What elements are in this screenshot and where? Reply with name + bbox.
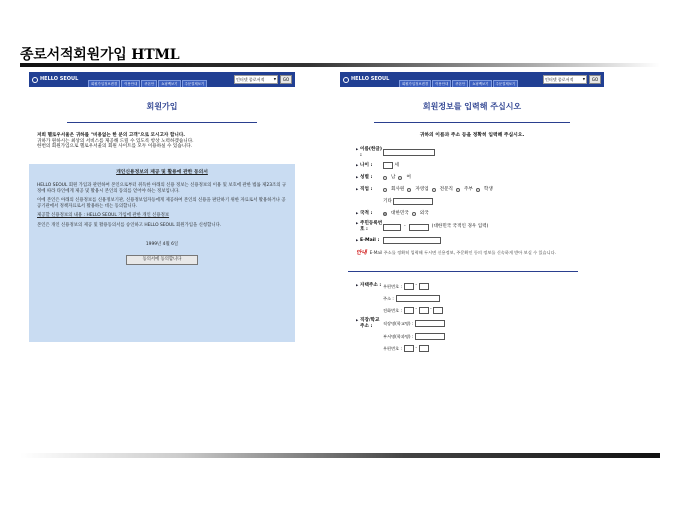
home-zip-second-input[interactable] bbox=[419, 283, 429, 290]
age-label: ▶ 나이 : bbox=[356, 163, 383, 169]
gender-male-radio[interactable] bbox=[383, 176, 387, 180]
job-other-input[interactable] bbox=[393, 198, 433, 205]
title-underline bbox=[20, 63, 660, 67]
home-address-input[interactable] bbox=[396, 295, 440, 302]
home-address-label: ▶ 자택주소 : bbox=[356, 283, 383, 289]
logo-icon bbox=[343, 77, 349, 83]
agree-button[interactable]: 동의서에 동의합니다 bbox=[126, 255, 198, 265]
nation-foreign-radio[interactable] bbox=[412, 212, 416, 216]
nav-tab-order[interactable]: 주문결제보기 bbox=[493, 80, 519, 87]
name-label: ▶ 이름(한글) : bbox=[356, 147, 383, 158]
page-heading: 회원가입 bbox=[67, 102, 257, 123]
terms-paragraph: 본인은 개인 신용정보의 제공 및 활용동의서를 승인하고 HELLO SEOUL 회원가입을 신청합니다. bbox=[37, 222, 222, 228]
nav-tab-coupon[interactable]: 쿠폰안 bbox=[452, 80, 468, 87]
id-second-input[interactable] bbox=[409, 224, 429, 231]
nation-korea-radio[interactable] bbox=[383, 212, 387, 216]
nav-tab-cart[interactable]: 쇼핑백보기 bbox=[469, 80, 491, 87]
nav-tab-coupon[interactable]: 쿠폰안 bbox=[141, 80, 157, 87]
nation-label: ▶ 국적 : bbox=[356, 211, 383, 217]
work-name-row: ▶ 직장/학교주소 : 직장명(학교명) : bbox=[356, 318, 596, 329]
member-form bbox=[340, 139, 604, 353]
gender-row: ▶ 성별 : 남 여 bbox=[356, 173, 596, 182]
email-input[interactable] bbox=[383, 237, 441, 244]
name-row bbox=[356, 147, 596, 158]
nav-tab-cart[interactable]: 쇼핑백보기 bbox=[158, 80, 180, 87]
job-row: ▶ 직업 : 회사원 자영업 전문직 주부 학생 bbox=[356, 185, 596, 194]
notice-icon: 안내 bbox=[356, 249, 367, 256]
work-address-label: ▶ 직장/학교주소 : bbox=[356, 318, 383, 329]
go-button[interactable]: GO bbox=[589, 75, 601, 84]
age-row: ▶ 나이 : 세 bbox=[356, 161, 596, 170]
site-logo[interactable]: HELLO SEOUL bbox=[343, 76, 399, 82]
work-zip-row: 우편번호 : - bbox=[356, 344, 596, 353]
nav-tab-order[interactable]: 주문결제보기 bbox=[182, 80, 208, 87]
work-name-input[interactable] bbox=[415, 320, 445, 327]
job-student-radio[interactable] bbox=[476, 188, 480, 192]
gender-label: ▶ 성별 : bbox=[356, 175, 383, 181]
go-button[interactable]: GO bbox=[280, 75, 292, 84]
site-navbar bbox=[29, 72, 295, 87]
site-select[interactable]: 인터넷 종로서적 ▼ bbox=[543, 75, 587, 84]
nav-tab-member-edit[interactable]: 회원가입정보변경 bbox=[399, 80, 431, 87]
nav-tab-guide[interactable]: 이용안내 bbox=[121, 80, 140, 87]
work-dept-row: 부서명(학과명) : bbox=[356, 332, 596, 341]
nav-tab-guide[interactable]: 이용안내 bbox=[432, 80, 451, 87]
page-heading: 회원정보를 입력해 주십시오 bbox=[374, 102, 570, 123]
home-phone-row: 전화번호 : - - bbox=[356, 306, 596, 315]
job-pro-radio[interactable] bbox=[432, 188, 436, 192]
id-row: ▶ 주민등록번호 : - (대한민국 국적인 경우 입력) bbox=[356, 221, 596, 232]
job-office-radio[interactable] bbox=[383, 188, 387, 192]
nav-tabs bbox=[88, 72, 207, 87]
terms-paragraph: HELLO SEOUL 회원 가입과 관련하여 본인으로부터 취득한 아래의 신용 정보는 신용정보의 이용 및 보호에 관한 법률 제23조의 규정에 따라 타인에게 제공 및 활용시 본인의 동의를 얻어야 하는 정보입니다. bbox=[37, 183, 287, 194]
nation-row: ▶ 국적 : 대한민국 외국 bbox=[356, 209, 596, 218]
terms-paragraph: 제공할 신용정보의 내용 : HELLO SEOUL 가입에 관한 개인 신용정보 bbox=[37, 213, 170, 219]
gender-female-radio[interactable] bbox=[398, 176, 402, 180]
home-phone-second-input[interactable] bbox=[419, 307, 429, 314]
section-divider bbox=[348, 271, 578, 272]
email-notice: 안내 E-Mail 주소를 정확히 입력해 두시면 신용정보, 주문확인 등의 정보를 신속하게 받아 보실 수 있습니다. bbox=[356, 249, 556, 256]
work-zip-second-input[interactable] bbox=[419, 345, 429, 352]
job-label: ▶ 직업 : bbox=[356, 187, 383, 193]
terms-title: 개인신용정보의 제공 및 활용에 관한 동의서 bbox=[116, 170, 208, 176]
nav-tab-member-edit[interactable]: 회원가입정보변경 bbox=[88, 80, 120, 87]
id-first-input[interactable] bbox=[383, 224, 401, 231]
slide-title: 종로서적회원가입 HTML bbox=[20, 47, 180, 63]
email-label: ▶ E-Mail : bbox=[356, 238, 383, 244]
name-input[interactable] bbox=[383, 149, 435, 156]
id-label: ▶ 주민등록번호 : bbox=[356, 221, 383, 232]
home-zip-row: ▶ 자택주소 : 우편번호 : - bbox=[356, 282, 596, 291]
nav-tabs bbox=[399, 72, 518, 87]
terms-panel bbox=[29, 164, 295, 342]
home-phone-third-input[interactable] bbox=[433, 307, 443, 314]
home-phone-first-input[interactable] bbox=[404, 307, 414, 314]
site-select[interactable]: 인터넷 종로서적 ▼ bbox=[234, 75, 278, 84]
home-address-row: 주소 : bbox=[356, 294, 596, 303]
age-input[interactable] bbox=[383, 162, 393, 169]
logo-icon bbox=[32, 77, 38, 83]
signup-agreement-screenshot bbox=[29, 72, 295, 376]
work-dept-input[interactable] bbox=[415, 333, 445, 340]
home-zip-first-input[interactable] bbox=[404, 283, 414, 290]
site-navbar bbox=[340, 72, 604, 87]
site-logo[interactable]: HELLO SEOUL bbox=[32, 76, 88, 82]
form-instructions: 귀하의 이름과 주소 등을 정확히 입력해 주십시오. bbox=[419, 133, 525, 138]
member-info-form-screenshot bbox=[340, 72, 604, 378]
work-zip-first-input[interactable] bbox=[404, 345, 414, 352]
job-housewife-radio[interactable] bbox=[456, 188, 460, 192]
email-row bbox=[356, 236, 596, 245]
footer-rule bbox=[20, 453, 660, 458]
terms-date: 1999년 4월 6일 bbox=[145, 242, 179, 248]
job-other-row: 기타 bbox=[356, 197, 596, 206]
intro-text: 저희 헬로우서울은 귀하를 "비용없는 한 분의 고객"으로 모시고자 합니다. 귀하가 원하시는 최상의 서비스를 제공해 드릴 수 있도록 항상 노력하겠습니다. 한번의 회원가입으로 헬로우서울의 회원 사이트를 모두 이용하실 수 있습니다. bbox=[37, 133, 194, 150]
job-self-radio[interactable] bbox=[407, 188, 411, 192]
terms-paragraph: 이에 본인은 아래의 신용정보를 신용정보기관, 신용정보업자등에게 제공하여 본인의 신용을 판단하기 위한 자료로서 활용하거나 공공기관에서 정책자료로서 활용하는 데는 동의합니다. bbox=[37, 198, 286, 209]
